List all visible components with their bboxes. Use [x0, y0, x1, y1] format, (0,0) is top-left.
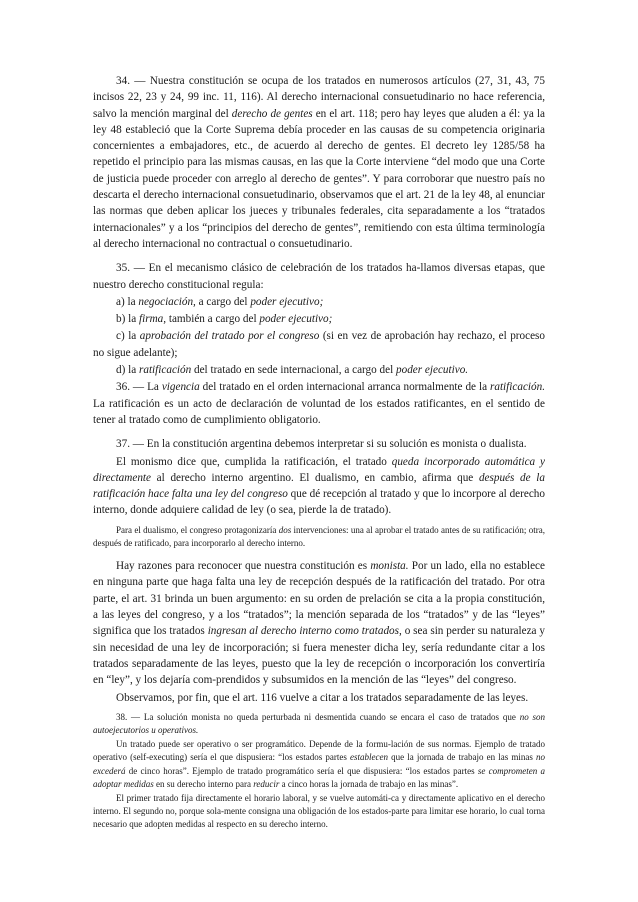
paragraph-38-conclusion: El primer tratado fija directamente el horario laboral, y se vuelve automáti-ca y directamente aplicativo en el derecho interno. El segundo no, porque sola-mente consigna una obligación de los estados-parte para limitar ese horario, lo cual torna necesario que adopten medidas al respecto en su derecho interno.	[93, 793, 545, 830]
paragraph-35-intro: 35. — En el mecanismo clásico de celebración de los tratados ha-llamos diversas etapas, que nuestro derecho constitucional regula:	[93, 262, 545, 291]
paragraph-38-lead: 38. — La solución monista no queda perturbada ni desmentida cuando se encara el caso de tratados que no son autoejecutorios u operativos.	[93, 711, 545, 735]
paragraph-37-art116: Observamos, por fin, que el art. 116 vuelve a citar a los tratados separadamente de las leyes.	[116, 691, 529, 704]
paragraph-35-item-c: c) la aprobación del tratado por el congreso (si en vez de aprobación hay rechazo, el proceso no sigue adelante);	[93, 330, 545, 359]
paragraph-37-reasons: Hay razones para reconocer que nuestra constitución es monista. Por un lado, ella no establece en ninguna parte que haga falta una ley de recepción después de la ratificación del tratado. Por otra parte, el art. 31 brinda un buen argumento: en su orden de prelación se cita a la propia constitución, a las leyes del congreso, y a los “tratados”; la mención separada de los “tratados” y de las “leyes” significa que los tratados ingresan al derecho interno como tratados, o sea sin perder su naturaleza y sin necesidad de una ley de incorporación; si fuera menester dicha ley, sería redundante citar a los tratados separadamente de las leyes, puesto que la ley de recepción o incorporación los convertiría en “ley”, y los dejaría com-prendidos y subsumidos en la mención de las “leyes” del congreso.	[93, 560, 545, 687]
paragraph-35-item-d: d) la ratificación del tratado en sede internacional, a cargo del poder ejecutivo.	[116, 364, 469, 377]
paragraph-34: 34. — Nuestra constitución se ocupa de los tratados en numerosos artículos (27, 31, 43, 75 incisos 22, 23 y 24, 99 inc. 11, 116). Al derecho internacional consuetudinario no hace referencia, salvo la mención marginal del derecho de gentes en el art. 118; pero hay leyes que aluden a él: ya la ley 48 estableció que la Corte Suprema debía proceder en las causas de su competencia originaria concernientes a embajadores, etc., de acuerdo al derecho de gentes. El decreto ley 1285/58 ha repetido el principio para las mismas causas, en las que la Corte interviene “del modo que una Corte de justicia puede proceder con arreglo al derecho de gentes”. Y para corroborar que nuestro país no descarta el derecho internacional consuetudinario, observamos que el art. 21 de la ley 48, al enunciar las normas que deben aplicar los jueces y tribunales federales, cita separadamente a los “tratados internacionales” y a los “principios del derecho de gentes”, remitiendo con esta última terminología al derecho internacional no contractual o consuetudinario.	[93, 75, 545, 250]
paragraph-38-examples: Un tratado puede ser operativo o ser programático. Depende de la formu-lación de sus normas. Ejemplo de tratado operativo (self-executing) sería el que dispusiera: “los estados partes establecen que la jornada de trabajo en las minas no excederá de cinco horas”. Ejemplo de tratado programático sería el que dispusiera: “los estados partes se comprometen a adoptar medidas en su derecho interno para reducir a cinco horas la jornada de trabajo en las minas”.	[93, 739, 545, 789]
paragraph-37-lead: 37. — En la constitución argentina debemos interpretar si su solución es monista o dualista.	[116, 438, 527, 451]
paragraph-36: 36. — La vigencia del tratado en el orden internacional arranca normalmente de la ratificación. La ratificación es un acto de declaración de voluntad de los estados ratificantes, en el sentido de tener al tratado como de cumplimiento obligatorio.	[93, 381, 545, 426]
paragraph-35-item-b: b) la firma, también a cargo del poder ejecutivo;	[116, 313, 333, 326]
paragraph-35-item-a: a) la negociación, a cargo del poder ejecutivo;	[116, 295, 324, 308]
note-dualism: Para el dualismo, el congreso protagonizaría dos intervenciones: una al aprobar el tratado antes de su ratificación; otra, después de ratificado, para incorporarlo al derecho interno.	[93, 524, 545, 548]
paragraph-37-monism: El monismo dice que, cumplida la ratificación, el tratado queda incorporado automática y directamente al derecho interno argentino. El dualismo, en cambio, afirma que después de la ratificación hace falta una ley del congreso que dé recepción al tratado y que lo incorpore al derecho interno, donde adquiere calidad de ley (o sea, pierde la de tratado).	[93, 455, 545, 517]
